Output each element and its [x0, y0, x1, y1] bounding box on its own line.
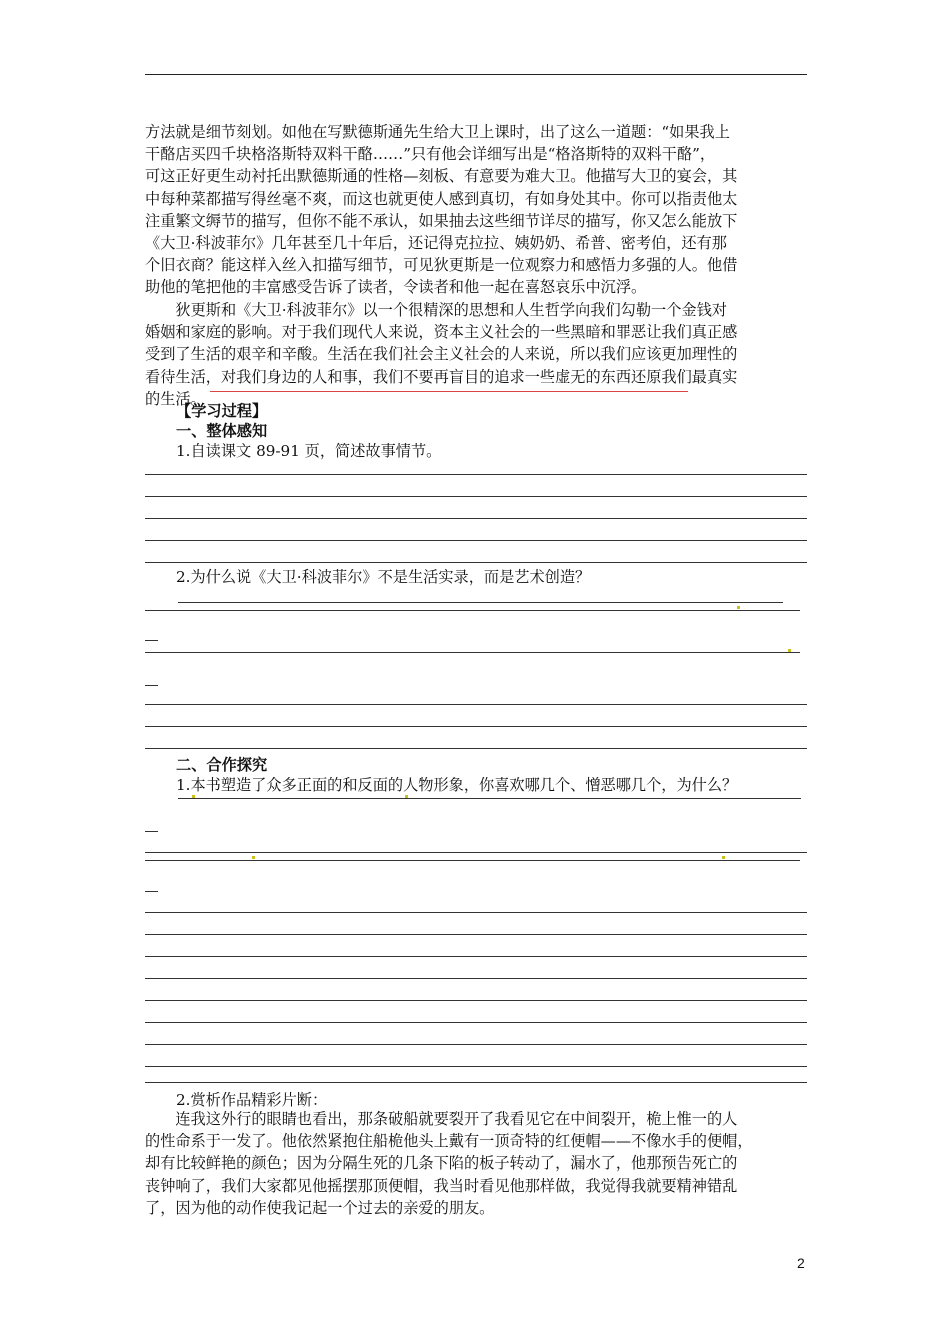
answer-line[interactable]	[145, 1022, 807, 1023]
text-line: 《大卫·科波菲尔》几年甚至几十年后，还记得克拉拉、姨奶奶、希普、密考伯，还有那	[145, 234, 727, 253]
answer-line[interactable]	[145, 496, 807, 497]
question-4: 2.赏析作品精彩片断：	[176, 1091, 328, 1109]
part1-title: 一、整体感知	[176, 422, 268, 440]
question-1: 1.自读课文 89-91 页，简述故事情节。	[176, 442, 442, 460]
answer-line[interactable]	[145, 726, 807, 727]
text-line: 狄更斯和《大卫·科波菲尔》以一个很精深的思想和人生哲学向我们勾勒一个金钱对	[145, 301, 727, 319]
answer-line[interactable]	[145, 540, 807, 541]
answer-line[interactable]	[145, 956, 807, 957]
dash-mark	[145, 891, 158, 892]
answer-line[interactable]	[178, 602, 783, 603]
header-rule	[145, 74, 807, 75]
text-line: 方法就是细节刻划。如他在写默德斯通先生给大卫上课时，出了这么一道题：“如果我上	[145, 123, 730, 141]
excerpt-paragraph	[145, 1108, 807, 1219]
answer-line[interactable]	[145, 562, 807, 563]
text-line: 中每种菜都描写得丝毫不爽，而这也就更使人感到真切，有如身处其中。你可以指责他太	[145, 189, 738, 208]
dash-mark	[145, 640, 158, 641]
answer-line[interactable]	[145, 1082, 807, 1083]
text-line: 可这正好更生动衬托出默德斯通的性格—刻板、有意要为难大卫。他描写大卫的宴会，其	[145, 167, 738, 186]
text-line: 个旧衣商？能这样入丝入扣描写细节，可见狄更斯是一位观察力和感悟力多强的人。他借	[145, 256, 738, 275]
text-line: 干酪店买四千块格洛斯特双料干酪……”只有他会详细写出是“格洛斯特的双料干酪”，	[145, 145, 716, 164]
text-line: 了，因为他的动作使我记起一个过去的亲爱的朋友。	[145, 1198, 495, 1217]
text-line: 连我这外行的眼睛也看出，那条破船就要裂开了我看见它在中间裂开，桅上惟一的人	[145, 1110, 738, 1128]
answer-line[interactable]	[145, 978, 807, 979]
answer-line[interactable]	[145, 652, 800, 653]
text-line: 婚姻和家庭的影响。对于我们现代人来说，资本主义社会的一些黑暗和罪恶让我们真正感	[145, 323, 738, 342]
question-3: 1.本书塑造了众多正面的和反面的人物形象，你喜欢哪几个、憎恶哪几个，为什么？	[176, 776, 738, 794]
dash-mark	[145, 685, 158, 686]
text-line: 受到了生活的艰辛和辛酸。生活在我们社会主义社会的人来说，所以我们应该更加理性的	[145, 345, 738, 364]
question-2: 2.为什么说《大卫·科波菲尔》不是生活实录，而是艺术创造？	[176, 568, 591, 586]
marker-dot	[722, 856, 725, 859]
intro-paragraph	[145, 121, 807, 299]
section-title: 【学习过程】	[176, 402, 268, 420]
text-line: 的性命系于一发了。他依然紧抱住船桅他头上戴有一顶奇特的红便帽——不像水手的便帽，	[145, 1132, 753, 1151]
red-underline	[210, 391, 688, 392]
answer-line[interactable]	[145, 748, 807, 749]
dash-mark	[145, 831, 158, 832]
part2-title: 二、合作探究	[176, 756, 268, 774]
answer-line[interactable]	[145, 934, 807, 935]
text-line: 的生活。	[145, 389, 206, 408]
answer-line[interactable]	[145, 852, 807, 853]
answer-line[interactable]	[145, 860, 800, 861]
answer-line[interactable]	[145, 610, 800, 611]
marker-dot	[737, 606, 740, 609]
answer-line[interactable]	[145, 1000, 807, 1001]
marker-dot	[192, 795, 195, 798]
answer-line[interactable]	[145, 1066, 807, 1067]
marker-dot	[788, 649, 791, 652]
answer-line[interactable]	[145, 704, 807, 705]
answer-line[interactable]	[145, 518, 807, 519]
text-line: 看待生活，对我们身边的人和事，我们不要再盲目的追求一些虚无的东西还原我们最真实	[145, 367, 738, 386]
summary-paragraph	[145, 299, 807, 410]
answer-line[interactable]	[145, 1044, 807, 1045]
text-line: 丧钟响了，我们大家都见他摇摆那顶便帽，我当时看见他那样做，我觉得我就要精神错乱	[145, 1176, 738, 1195]
page-number: 2	[797, 1255, 805, 1271]
answer-line[interactable]	[145, 474, 807, 475]
text-line: 注重繁文缛节的描写，但你不能不承认，如果抽去这些细节详尽的描写，你又怎么能放下	[145, 211, 738, 230]
marker-dot	[405, 795, 408, 798]
answer-line[interactable]	[178, 798, 801, 799]
text-line: 助他的笔把他的丰富感受告诉了读者，令读者和他一起在喜怒哀乐中沉浮。	[145, 278, 647, 297]
text-line: 却有比较鲜艳的颜色；因为分隔生死的几条下陷的板子转动了，漏水了，他那预告死亡的	[145, 1154, 738, 1173]
answer-line[interactable]	[145, 912, 807, 913]
marker-dot	[252, 856, 255, 859]
